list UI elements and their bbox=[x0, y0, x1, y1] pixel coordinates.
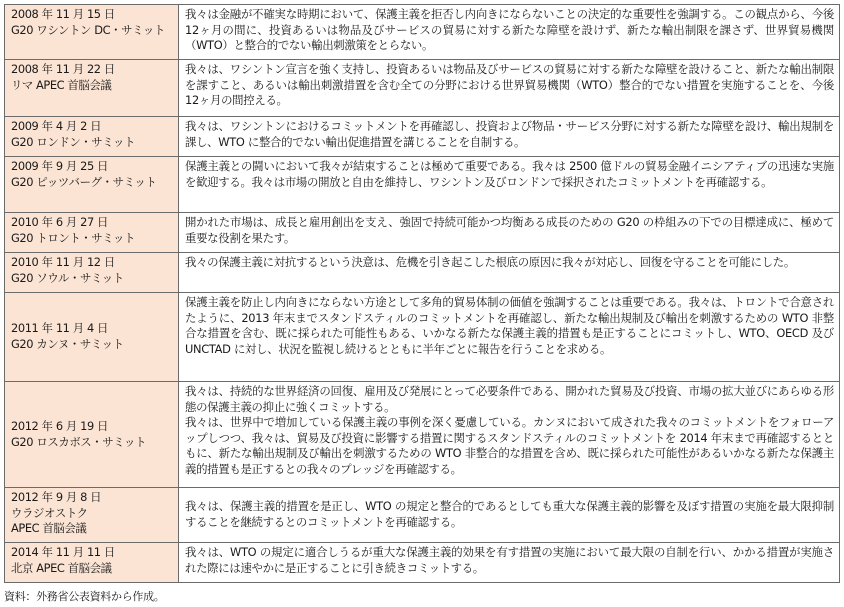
statement-cell: 我々は、WTO の規定に適合しうるが重大な保護主義的効果を有す措置の実施において最大限の自制を行い、かかる措置が実施された際には速やかに是正することに引き続きコミットする。 bbox=[179, 543, 840, 583]
table-row bbox=[5, 253, 840, 293]
commitments-table-container bbox=[4, 4, 840, 583]
table-row bbox=[5, 117, 840, 157]
meeting-cell: 2014 年 11 月 11 日 北京 APEC 首脳会議 bbox=[5, 543, 179, 583]
meeting-cell: 2011 年 11 月 4 日 G20 カンヌ・サミット bbox=[5, 293, 179, 382]
statement-cell: 保護主義を防止し内向きにならない方途として多角的貿易体制の価値を強調することは重要である。我々は、トロントで合意されたように、2013 年末までスタンドスティルのコミットメントを再確認し、新たな輸出規制及び輸出を刺激するための WTO 非整合な措置を含む、既に採られた可能性もある、いかなる新たな保護主義的措置も是正することにコミットし、WTO、OECD 及び UNCTAD に対し、状況を監視し続けるとともに半年ごとに報告を行うことを求める。 bbox=[179, 293, 840, 382]
table-row bbox=[5, 157, 840, 213]
table-row bbox=[5, 293, 840, 382]
protectionism-commitments-table bbox=[4, 4, 840, 583]
table-row bbox=[5, 488, 840, 543]
table-row bbox=[5, 382, 840, 488]
meeting-cell: 2008 年 11 月 22 日 リマ APEC 首脳会議 bbox=[5, 60, 179, 117]
statement-cell: 保護主義との闘いにおいて我々が結束することは極めて重要である。我々は 2500 億ドルの貿易金融イニシアティブの迅速な実施を歓迎する。我々は市場の開放と自由を維持し、ワシントン及びロンドンで採択されたコミットメントを再確認する。 bbox=[179, 157, 840, 213]
table-row bbox=[5, 543, 840, 583]
statement-cell: 開かれた市場は、成長と雇用創出を支え、強固で持続可能かつ均衡ある成長のための G20 の枠組みの下での目標達成に、極めて重要な役割を果たす。 bbox=[179, 213, 840, 253]
meeting-cell: 2010 年 6 月 27 日 G20 トロント・サミット bbox=[5, 213, 179, 253]
table-row bbox=[5, 5, 840, 60]
statement-cell: 我々は、ワシントンにおけるコミットメントを再確認し、投資および物品・サービス分野に対する新たな障壁を設け、輸出規制を課し、WTO に整合的でない輸出促進措置を講じることを自制する。 bbox=[179, 117, 840, 157]
meeting-cell: 2012 年 6 月 19 日 G20 ロスカボス・サミット bbox=[5, 382, 179, 488]
table-row bbox=[5, 213, 840, 253]
meeting-cell: 2009 年 9 月 25 日 G20 ピッツバーグ・サミット bbox=[5, 157, 179, 213]
statement-cell: 我々は、ワシントン宣言を強く支持し、投資あるいは物品及びサービスの貿易に対する新たな障壁を設けること、新たな輸出制限を課すこと、あるいは輸出刺激措置を含む全ての分野における世界貿易機関（WTO）整合的でない措置を実施することを、今後 12ヶ月の間控える。 bbox=[179, 60, 840, 117]
statement-cell: 我々は、保護主義的措置を是正し、WTO の規定と整合的であるとしても重大な保護主義的影響を及ぼす措置の実施を最大限抑制することを継続するとのコミットメントを再確認する。 bbox=[179, 488, 840, 543]
meeting-cell: 2009 年 4 月 2 日 G20 ロンドン・サミット bbox=[5, 117, 179, 157]
statement-cell: 我々の保護主義に対抗するという決意は、危機を引き起こした根底の原因に我々が対応し、回復を守ることを可能にした。 bbox=[179, 253, 840, 293]
source-footnote: 資料：外務省公表資料から作成。 bbox=[4, 590, 165, 603]
meeting-cell: 2010 年 11 月 12 日 G20 ソウル・サミット bbox=[5, 253, 179, 293]
statement-cell: 我々は、持続的な世界経済の回復、雇用及び発展にとって必要条件である、開かれた貿易及び投資、市場の拡大並びにあらゆる形態の保護主義の抑止に強くコミットする。 我々は、世界中で増加している保護主義の事例を深く憂慮している。カンヌにおいて成された我々のコミットメントをフォローアップしつつ、我々は、貿易及び投資に影響する措置に関するスタンドスティルのコミットメントを 2014 年末まで再確認するとともに、新たな輸出規制及び輸出を刺激するための WTO 非整合的な措置を含め、既に採られた可能性があるいかなる新たな保護主義的措置も是正するとの我々のプレッジを再確認する。 bbox=[179, 382, 840, 488]
statement-cell: 我々は金融が不確実な時期において、保護主義を拒否し内向きにならないことの決定的な重要性を強調する。この観点から、今後 12ヶ月の間に、投資あるいは物品及びサービスの貿易に対する新たな障壁を設けず、新たな輸出制限を課さず、世界貿易機関（WTO）と整合的でない輸出刺激策をとらない。 bbox=[179, 5, 840, 60]
meeting-cell: 2008 年 11 月 15 日 G20 ワシントン DC・サミット bbox=[5, 5, 179, 60]
table-row bbox=[5, 60, 840, 117]
meeting-cell: 2012 年 9 月 8 日 ウラジオストク APEC 首脳会議 bbox=[5, 488, 179, 543]
